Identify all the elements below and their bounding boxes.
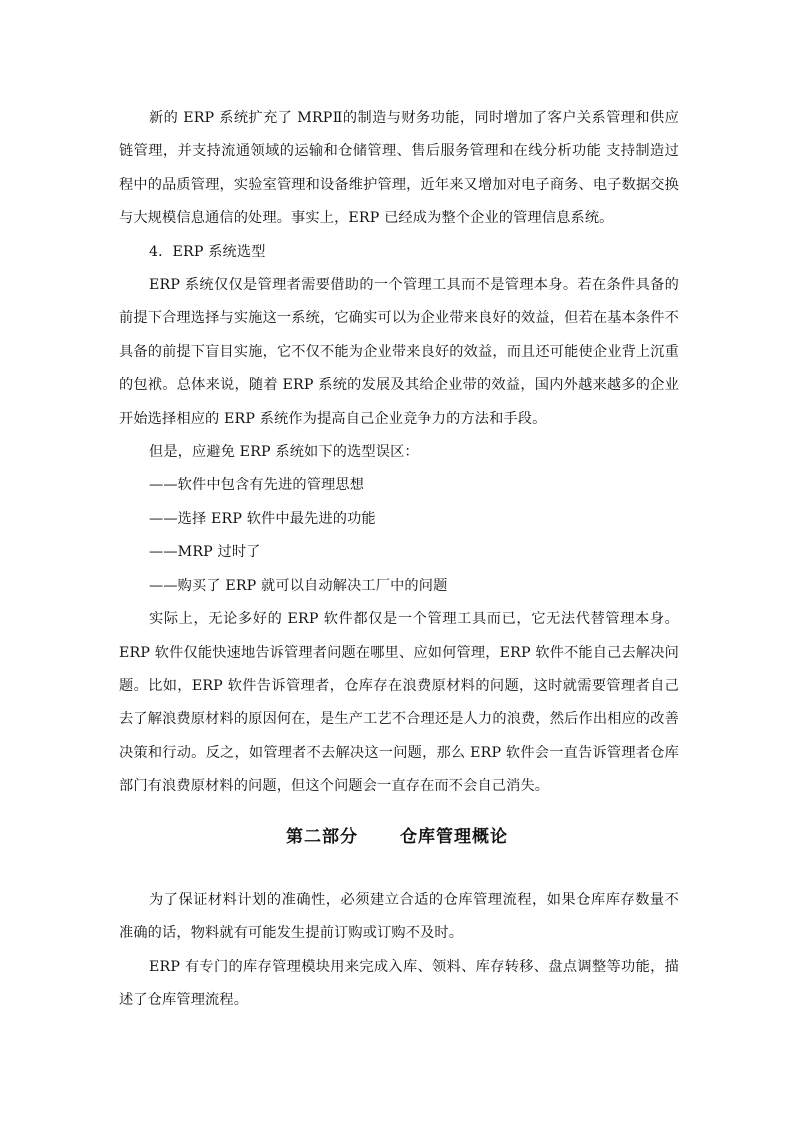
- list-item-pitfall-2: ——选择 ERP 软件中最先进的功能: [149, 510, 376, 527]
- list-item-pitfall-3: ——MRP 过时了: [149, 544, 261, 561]
- list-item-pitfall-1: ——软件中包含有先进的管理思想: [149, 477, 365, 494]
- paragraph-warehouse-process: 为了保证材料计划的准确性，必须建立合适的仓库管理流程，如果仓库库存数量不准确的话，物料就有可能发生提前订购或订购不及时。: [119, 892, 679, 942]
- paragraph-erp-limitations: 实际上，无论多好的 ERP 软件都仅是一个管理工具而已，它无法代替管理本身。ERP 软件仅能快速地告诉管理者问题在哪里、应如何管理，ERP 软件不能自己去解决问题。比如，ERP 软件告诉管理者，仓库存在浪费原材料的问题，这时就需要管理者自己去了解浪费原材料的原因何在，是生产工艺不合理还是人力的浪费，然后作出相应的改善决策和行动。反之，如管理者不去解决这一问题，那么 ERP 软件会一直告诉管理者仓库部门有浪费原材料的问题，但这个问题会一直存在而不会自己消失。: [119, 611, 679, 795]
- subheading-erp-selection: 4．ERP 系统选型: [149, 243, 266, 260]
- paragraph-erp-tool: ERP 系统仅仅是管理者需要借助的一个管理工具而不是管理本身。若在条件具备的前提下合理选择与实施这一系统，它确实可以为企业带来良好的效益，但若在基本条件不具备的前提下盲目实施，它不仅不能为企业带来良好的效益，而且还可能使企业背上沉重的包袱。总体来说，随着 ERP 系统的发展及其给企业带的效益，国内外越来越多的企业开始选择相应的 ERP 系统作为提高自己企业竞争力的方法和手段。: [119, 277, 679, 427]
- heading-title: 仓库管理概论: [400, 827, 508, 847]
- paragraph-erp-extension: 新的 ERP 系统扩充了 MRPⅡ的制造与财务功能，同时增加了客户关系管理和供应链管理，并支持流通领域的运输和仓储管理、售后服务管理和在线分析功能 支持制造过程中的品质管理，实验室管理和设备维护管理，近年来又增加对电子商务、电子数据交换与大规模信息通信的处理。事实上，ERP 已经成为整个企业的管理信息系统。: [119, 110, 679, 227]
- section-one: [119, 102, 679, 804]
- heading-part: 第二部分: [286, 827, 358, 847]
- paragraph-selection-pitfalls: 但是，应避免 ERP 系统如下的选型误区：: [149, 444, 419, 461]
- paragraph-inventory-module: ERP 有专门的库存管理模块用来完成入库、领料、库存转移、盘点调整等功能，描述了仓库管理流程。: [119, 958, 679, 1009]
- list-item-pitfall-4: ——购买了 ERP 就可以自动解决工厂中的问题: [149, 577, 448, 594]
- section-two: [119, 884, 679, 1018]
- section-heading: [0, 822, 794, 847]
